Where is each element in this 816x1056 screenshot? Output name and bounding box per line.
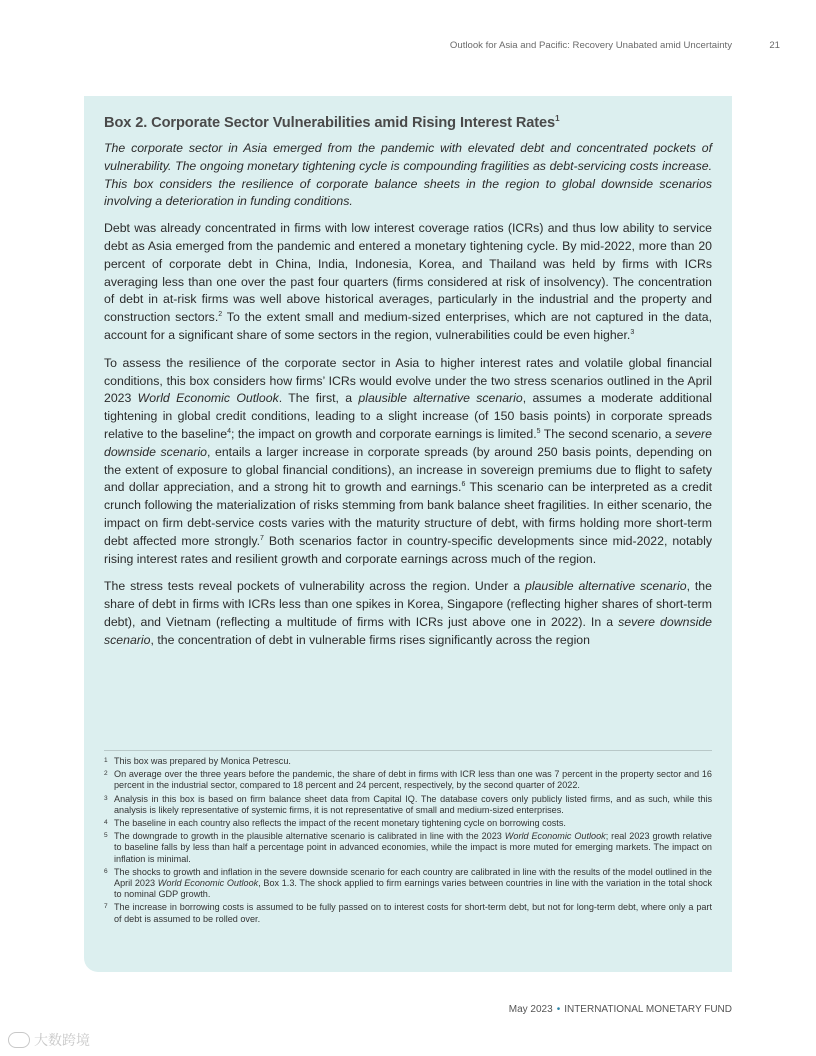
footnote-5: 5 The downgrade to growth in the plausible alternative scenario is calibrated in line with the 2023 World Economic Outlook; real 2023 growth relative to baseline falls by less than half a percentage point in advanced economies, while the impact is more muted for emerging markets. The impact on inflation is minimal. <box>104 831 712 864</box>
footnote-2: 2 On average over the three years before the pandemic, the share of debt in firms with ICR less than one was 7 percent in the property sector and 16 percent in the industrial sector, compared to 18 percent and 24 percent, respectively, by the second quarter of 2022. <box>104 769 712 791</box>
paragraph-1: Debt was already concentrated in firms with low interest coverage ratios (ICRs) and thus low ability to service debt as Asia emerged from the pandemic and entered a monetary tightening cycle. By mid-2022, more than 20 percent of corporate debt in China, India, Indonesia, Korea, and Thailand was held by firms with ICRs averaging less than one over the past four quarters (firms considered at risk of insolvency). The concentration of debt in at-risk firms was well above historical averages, particularly in the industrial and the property and construction sectors.$^2$ To the extent small and medium-sized enterprises, which are not captured in the data, account for a significant share of some sectors in the region, vulnerabilities could be even higher.$^3$ <box>104 221 712 342</box>
watermark <box>8 1030 90 1050</box>
running-footer <box>509 1004 732 1015</box>
box-title-note: 1 <box>555 114 560 123</box>
footnote-ref-4[interactable]: 4 <box>227 427 231 435</box>
watermark-logo-icon <box>8 1032 30 1048</box>
paragraph-3: The stress tests reveal pockets of vulnerability across the region. Under a plausible alternative scenario, the share of debt in firms with ICRs less than one spikes in Korea, Singapore (reflecting higher shares of short-term debt), and Vietnam (reflecting a multitude of firms with ICRs just above one in 2022). In a severe downside scenario, the concentration of debt in vulnerable firms rises significantly across the region <box>104 579 713 647</box>
footnote-6: 6 The shocks to growth and inflation in the severe downside scenario for each country are calibrated in line with the results of the model outlined in the April 2023 World Economic Outlook, Box 1.3. The shock applied to firm earnings varies between countries in line with the variation in the total shock to nominal GDP growth. <box>104 866 712 900</box>
watermark-text: 大数跨境 <box>34 1032 90 1048</box>
footer-org: INTERNATIONAL MONETARY FUND <box>564 1004 732 1015</box>
box-intro: The corporate sector in Asia emerged from the pandemic with elevated debt and concentrated pockets of vulnerability. The ongoing monetary tightening cycle is compounding fragilities as debt-servicing costs increase. This box considers the resilience of corporate balance sheets in the region to global downside scenarios involving a deterioration in funding conditions. <box>104 141 712 209</box>
paragraph-2: To assess the resilience of the corporate sector in Asia to higher interest rates and volatile global financial conditions, this box considers how firms’ ICRs would evolve under the two stress scenarios outlined in the April 2023 World Economic Outlook. The first, a plausible alternative scenario, assumes a moderate additional tightening in global credit conditions, leading to a slight increase (of 150 basis points) in corporate spreads relative to the baseline$^4$; the impact on growth and corporate earnings is limited.$^5$ The second scenario, a severe downside scenario, entails a larger increase in corporate spreads (by around 250 basis points, depending on the extent of exposure to global financial conditions), an increase in sovereign premiums due to flight to safety and dollar appreciation, and a strong hit to growth and earnings.$^6$ This scenario can be interpreted as a credit crunch following the materialization of risks stemming from bank balance sheet fragilities. In either scenario, the impact on firm debt-service costs varies with the maturity structure of debt, with firms holding more short-term debt affected more strongly.$^7$ Both scenarios factor in country-specific developments since mid-2022, notably rising interest rates and resilient growth and corporate earnings across much of the region. <box>104 355 712 566</box>
footnote-ref-3[interactable]: 3 <box>630 328 635 336</box>
box-title-text: Box 2. Corporate Sector Vulnerabilities amid Rising Interest Rates <box>104 115 556 131</box>
box-2-panel <box>84 96 732 972</box>
footnote-divider <box>104 750 712 751</box>
footer-date: May 2023 <box>508 1004 553 1015</box>
running-title: Outlook for Asia and Pacific: Recovery Unabated amid Uncertainty <box>449 40 732 51</box>
footnote-1: 1 This box was prepared by Monica Petrescu. <box>104 756 291 766</box>
footnote-7: 7 The increase in borrowing costs is assumed to be fully passed on to interest costs for short-term debt, but not for long-term debt, where only a part of debt is assumed to be rolled over. <box>104 902 712 924</box>
box-title <box>104 114 712 131</box>
footnote-ref-5[interactable]: 5 <box>536 427 541 435</box>
footnote-ref-7[interactable]: 7 <box>259 534 264 542</box>
page-number: 21 <box>769 40 780 51</box>
footnote-3: 3 Analysis in this box is based on firm balance sheet data from Capital IQ. The database covers only publicly listed firms, and as such, while this analysis is likely representative of systemic firms, it is not representative of small and medium-sized enterprises. <box>104 793 712 815</box>
footnotes <box>104 756 712 927</box>
footnote-4: 4 The baseline in each country also reflects the impact of the recent monetary tightening cycle on borrowing costs. <box>104 818 566 829</box>
footnote-ref-2[interactable]: 2 <box>218 311 223 319</box>
footnote-ref-6[interactable]: 6 <box>461 481 466 489</box>
footer-separator: • <box>556 1004 561 1015</box>
